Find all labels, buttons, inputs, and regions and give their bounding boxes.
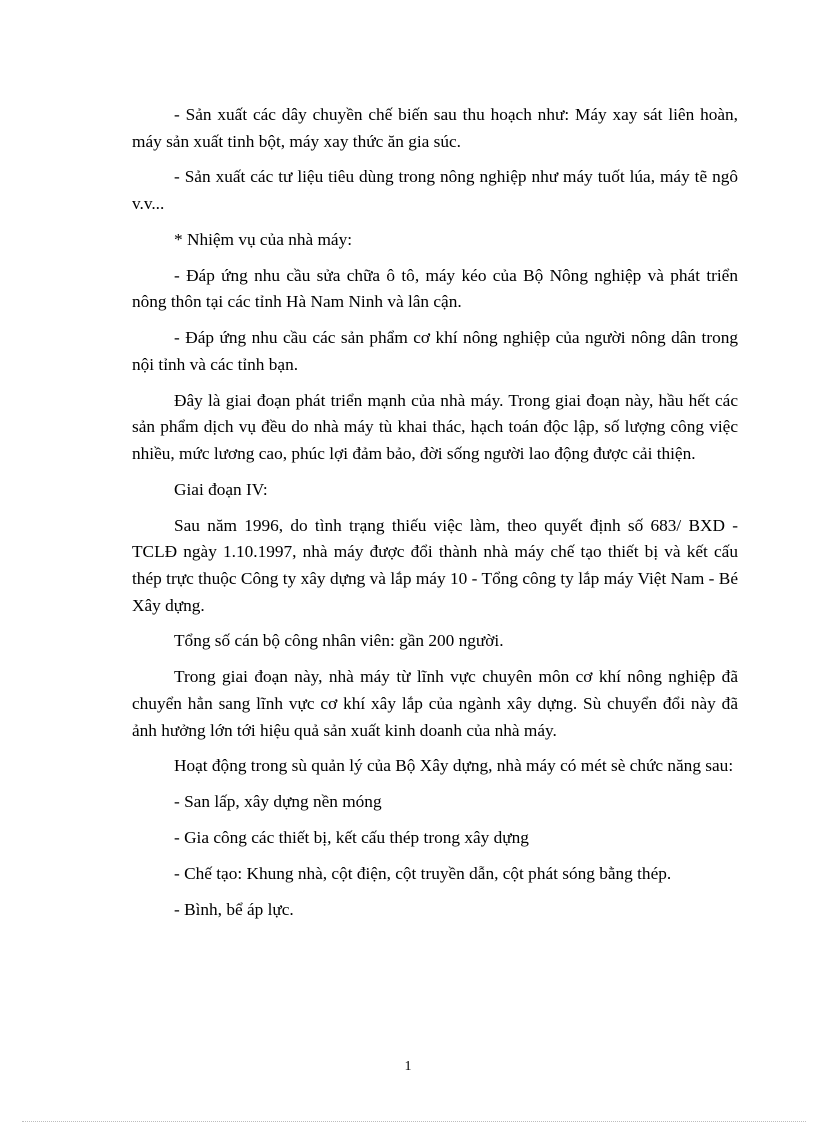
document-body	[132, 102, 738, 933]
paragraph: - Sản xuất các tư liệu tiêu dùng trong nông nghiệp như máy tuốt lúa, máy tẽ ngô v.v...	[132, 167, 738, 214]
paragraph: Giai đoạn IV:	[174, 479, 268, 499]
paragraph: - Đáp ứng nhu cầu các sản phẩm cơ khí nông nghiệp của người nông dân trong nội tỉnh và các tỉnh bạn.	[132, 328, 738, 374]
paragraph: - Sản xuất các dây chuyền chế biến sau thu hoạch như: Máy xay sát liên hoàn, máy sản xuất tinh bột, máy xay thức ăn gia súc.	[132, 105, 738, 151]
paragraph: Hoạt động trong sù quản lý của Bộ Xây dựng, nhà máy có mét sè chức năng sau:	[174, 756, 734, 776]
paragraph: Đây là giai đoạn phát triển mạnh của nhà máy. Trong giai đoạn này, hầu hết các sản phẩm dịch vụ đều do nhà máy tù khai thác, hạch toán độc lập, số lượng công việc nhiều, mức lương cao, phúc lợi đảm bảo, đời sống người lao động được cải thiện.	[132, 390, 738, 464]
paragraph: - Chế tạo: Khung nhà, cột điện, cột truyền dẫn, cột phát sóng bằng thép.	[174, 864, 672, 884]
paragraph: Sau năm 1996, do tình trạng thiếu việc làm, theo quyết định số 683/ BXD - TCLĐ ngày 1.10.1997, nhà máy được đổi thành nhà máy chế tạo thiết bị và kết cấu thép trực thuộc Công ty xây dựng và lắp máy 10 - Tổng công ty lắp máy Việt Nam - Bé Xây dựng.	[132, 515, 738, 615]
page-bottom-border	[22, 1121, 806, 1122]
paragraph: - Đáp ứng nhu cầu sửa chữa ô tô, máy kéo của Bộ Nông nghiệp và phát triển nông thôn tại các tỉnh Hà Nam Ninh và lân cận.	[132, 265, 738, 312]
paragraph: Tổng số cán bộ công nhân viên: gần 200 người.	[174, 631, 504, 651]
paragraph: Trong giai đoạn này, nhà máy từ lĩnh vực chuyên môn cơ khí nông nghiệp đã chuyển hẳn sang lĩnh vực cơ khí xây lắp của ngành xây dựng. Sù chuyển đổi này đã ảnh hưởng lớn tới hiệu quả sản xuất kinh doanh của nhà máy.	[132, 667, 738, 740]
paragraph: * Nhiệm vụ của nhà máy:	[174, 229, 353, 249]
paragraph: - Bình, bể áp lực.	[174, 900, 294, 919]
paragraph: - San lấp, xây dựng nền móng	[174, 792, 382, 812]
paragraph: - Gia công các thiết bị, kết cấu thép trong xây dựng	[174, 828, 529, 848]
page-number: 1	[404, 1059, 412, 1074]
